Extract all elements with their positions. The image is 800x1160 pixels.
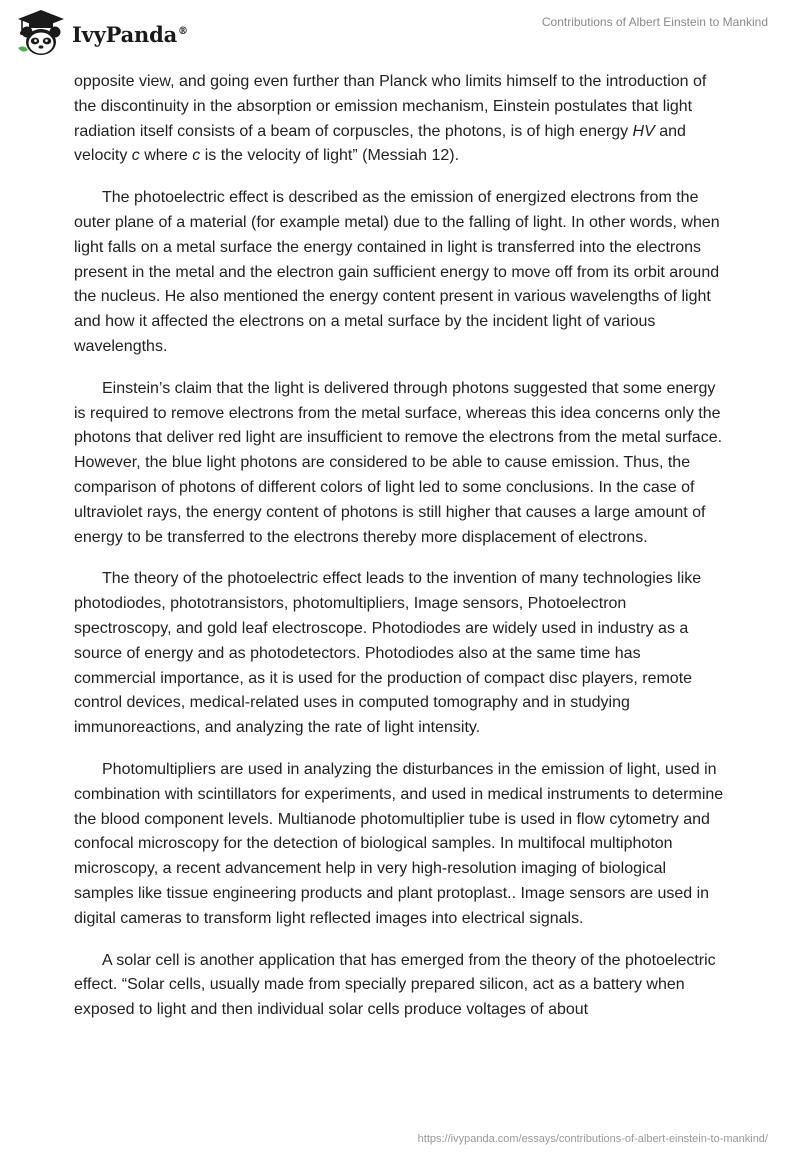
- paragraph: Photomultipliers are used in analyzing the disturbances in the emission of light, used in combination with scintillators for experiments, and used in medical instruments to determine the blood component levels. Multianode photomultiplier tube is used in flow cytometry and confocal microscopy for the detection of biological samples. In multifocal multiphoton microscopy, a recent advancement help in very high-resolution imaging of biological samples like tissue engineering products and plant protoplast.. Image sensors are used in digital cameras to transform light reflected images into electrical signals.: [74, 760, 724, 927]
- panda-graduate-icon: [14, 8, 68, 58]
- paragraph-continued: opposite view, and going even further than Planck who limits himself to the introduction of the discontinuity in the absorption or emission mechanism, Einstein postulates that light radiation itself consists of a beam of corpuscles, the photons, is of high energy HV and velocity c where c is the velocity of light” (Messiah 12).: [74, 73, 707, 165]
- essay-body: [74, 70, 726, 1040]
- document-title: Contributions of Albert Einstein to Mankind: [541, 15, 768, 29]
- registered-mark: ®: [178, 25, 188, 37]
- paragraph: The theory of the photoelectric effect leads to the invention of many technologies like photodiodes, phototransistors, photomultipliers, Image sensors, Photoelectron spectroscopy, and gold leaf electroscope. Photodiodes are widely used in industry as a source of energy and as photodetectors. Photodiodes also at the same time has commercial importance, as it is used for the production of compact disc players, remote control devices, medical-related uses in computed tomography and in studying immunoreactions, and analyzing the rate of light intensity.: [74, 570, 702, 737]
- source-url[interactable]: https://ivypanda.com/essays/contributions-of-albert-einstein-to-mankind/: [417, 1133, 768, 1145]
- brand-name: IvyPanda®: [72, 21, 188, 47]
- paragraph: Einstein’s claim that the light is delivered through photons suggested that some energy is required to remove electrons from the metal surface, whereas this idea concerns only the photons that deliver red light are insufficient to remove the electrons from the metal surface. However, the blue light photons are considered to be able to cause emission. Thus, the comparison of photons of different colors of light led to some conclusions. In the case of ultraviolet rays, the energy content of photons is still higher that causes a large amount of energy to be transferred to the electrons thereby more displacement of electrons.: [74, 379, 723, 546]
- brand-logo[interactable]: [14, 8, 188, 58]
- paragraph: The photoelectric effect is described as the emission of energized electrons from the outer plane of a material (for example metal) due to the falling of light. In other words, when light falls on a metal surface the energy contained in light is transferred into the electrons present in the metal and the electron gain sufficient energy to move off from its orbit around the nucleus. He also mentioned the energy content present in various wavelengths of light and how it affected the electrons on a metal surface by the incident light of various wavelengths.: [74, 189, 720, 355]
- paragraph: A solar cell is another application that has emerged from the theory of the photoelectric effect. “Solar cells, usually made from specially prepared silicon, act as a battery when exposed to light and then individual solar cells produce voltages of about: [74, 951, 716, 1019]
- page-header: [0, 0, 800, 70]
